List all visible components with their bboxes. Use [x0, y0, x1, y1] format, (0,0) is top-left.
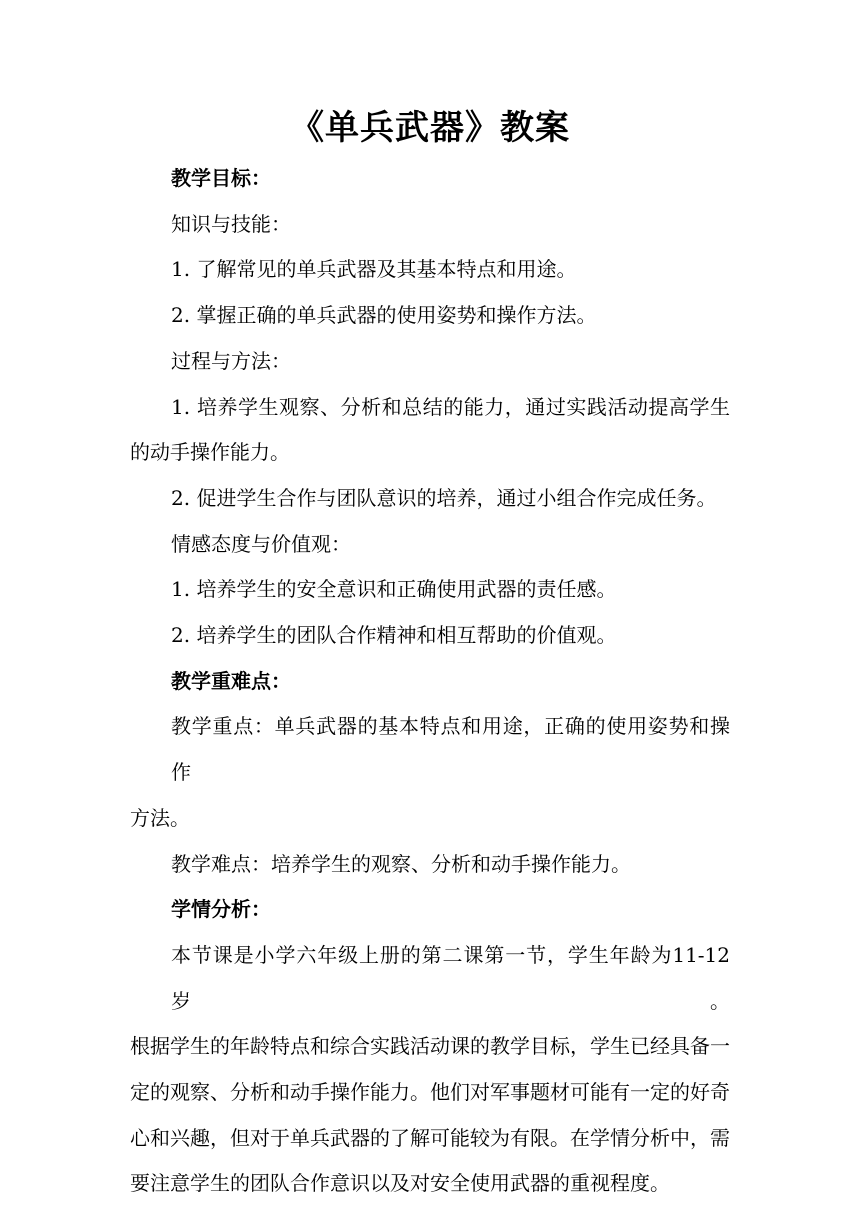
document-body	[130, 156, 730, 1207]
text-line: 的动手操作能力。	[130, 440, 290, 465]
text-line: 1. 了解常见的单兵武器及其基本特点和用途。	[171, 257, 577, 282]
text-line: 1. 培养学生的安全意识和正确使用武器的责任感。	[171, 577, 617, 602]
text-line: 根据学生的年龄特点和综合实践活动课的教学目标，学生已经具备一	[130, 1034, 730, 1059]
section-heading: 教学目标：	[171, 166, 271, 190]
text-line: 定的观察、分析和动手操作能力。他们对军事题材可能有一定的好奇	[130, 1080, 730, 1105]
text-line: 过程与方法：	[171, 348, 291, 373]
text-line: 教学难点：培养学生的观察、分析和动手操作能力。	[171, 851, 631, 876]
text-line: 要注意学生的团队合作意识以及对安全使用武器的重视程度。	[130, 1171, 670, 1196]
text-line: 教学重点：单兵武器的基本特点和用途，正确的使用姿势和操作	[171, 714, 730, 785]
text-line: 1. 培养学生观察、分析和总结的能力，通过实践活动提高学生	[171, 394, 730, 419]
section-heading: 教学重难点：	[171, 668, 291, 693]
text-line: 心和兴趣，但对于单兵武器的了解可能较为有限。在学情分析中，需	[130, 1125, 730, 1150]
text-line: 知识与技能：	[171, 211, 291, 236]
text-line: 2. 培养学生的团队合作精神和相互帮助的价值观。	[171, 623, 617, 648]
text-line: 情感态度与价值观：	[171, 531, 351, 556]
text-line: 本节课是小学六年级上册的第二课第一节，学生年龄为11-12岁。	[171, 942, 730, 1013]
section-heading: 学情分析：	[171, 897, 271, 922]
text-line: 方法。	[130, 805, 190, 830]
text-line: 2. 促进学生合作与团队意识的培养，通过小组合作完成任务。	[171, 485, 717, 510]
text-line: 2. 掌握正确的单兵武器的使用姿势和操作方法。	[171, 303, 597, 328]
document-title: 《单兵武器》教案	[290, 108, 570, 148]
